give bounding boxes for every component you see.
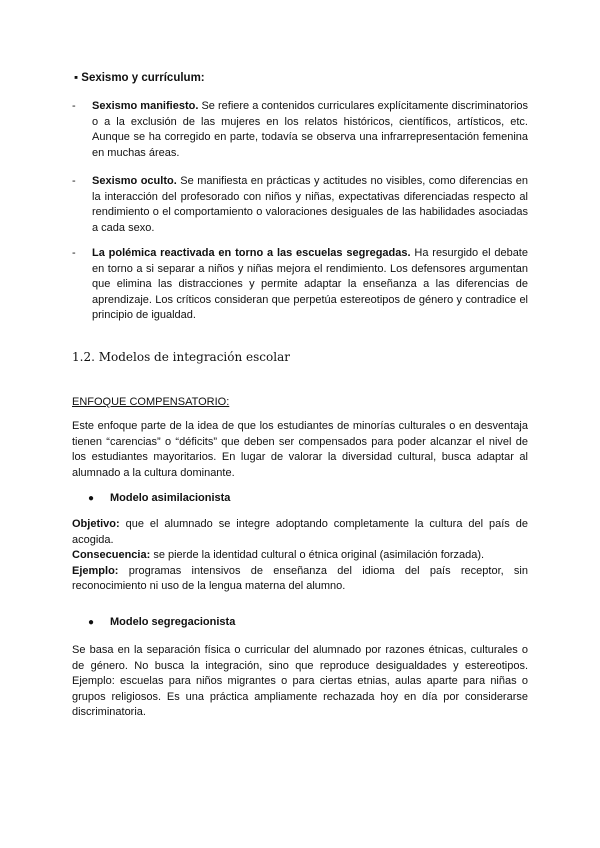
list-item-escuelas-segregadas [72, 246, 528, 324]
objetivo-line: Objetivo: que el alumnado se integre adoptando completamente la cultura del país de acogida. [72, 518, 528, 546]
asimilacionista-details [72, 517, 528, 595]
item-text: Ha resurgido el debate en torno a si separar a niños y niñas mejora el rendimiento. Los defensores argumentan que elimina las distracciones y permite adaptar la enseñanza a las diferencias de aprendizaje. Los críticos consideran que perpetúa estereotipos de género y contradice el principio de igualdad. [92, 247, 528, 321]
enfoque-title: ENFOQUE COMPENSATORIO: [72, 396, 230, 408]
dash-marker: - [72, 100, 76, 112]
bullet-title: Modelo asimilacionista [110, 492, 231, 504]
enfoque-intro: Este enfoque parte de la idea de que los estudiantes de minorías culturales o en desventaja tienen “carencias” o “déficits” que deben ser compensados para poder alcanzar el nivel de los estudiantes mayoritarios. En lugar de valorar la diversidad cultural, busca adaptar al alumnado a la cultura dominante. [72, 420, 528, 479]
bullet-dot-icon: ● [88, 617, 95, 628]
list-item-sexismo-manifiesto [72, 99, 528, 161]
consecuencia-line: Consecuencia: se pierde la identidad cultural o étnica original (asimilación forzada). [72, 549, 485, 562]
segregacionista-text: Se basa en la separación física o curricular del alumnado por razones étnicas, culturales o de género. No busca la integración, sino que reproduce desigualdades y estereotipos. Ejemplo: escuelas para niños migrantes o para ciertas etnias, aulas aparte para niñas o grupos religiosos. Es una práctica ampliamente rechazada hoy en día por considerarse discriminatoria. [72, 644, 528, 719]
list-item-sexismo-oculto [72, 174, 528, 236]
item-term: Sexismo manifiesto. [92, 100, 199, 112]
dash-marker: - [72, 175, 76, 187]
bullet-dot-icon: ● [88, 493, 95, 504]
item-text: Se manifiesta en prácticas y actitudes no visibles, como diferencias en la interacción del profesorado con niños y niñas, expectativas diferenciadas respecto al rendimiento o el comportamiento o valoraciones desiguales de las habilidades asociadas a cada sexo. [92, 175, 529, 234]
bullet-asimilacionista [88, 491, 230, 506]
item-text: Se refiere a contenidos curriculares explícitamente discriminatorios o a la exclusión de las mujeres en los relatos históricos, científicos, artísticos, etc. Aunque se ha corregido en parte, todavía se observa una infrarrepresentación femenina en muchas áreas. [92, 100, 529, 159]
bullet-title: Modelo segregacionista [110, 616, 236, 628]
ejemplo-line: Ejemplo: programas intensivos de enseñanza del idioma del país receptor, sin reconocimiento ni uso de la lengua materna del alumno. [72, 564, 528, 593]
dash-marker: - [72, 247, 76, 259]
subsection-heading: 1.2. Modelos de integración escolar [72, 350, 290, 364]
section-title: ▪ Sexismo y currículum: [74, 72, 205, 84]
item-term: Sexismo oculto. [92, 175, 177, 187]
item-term: La polémica reactivada en torno a las escuelas segregadas. [92, 247, 411, 259]
bullet-segregacionista [88, 615, 235, 630]
